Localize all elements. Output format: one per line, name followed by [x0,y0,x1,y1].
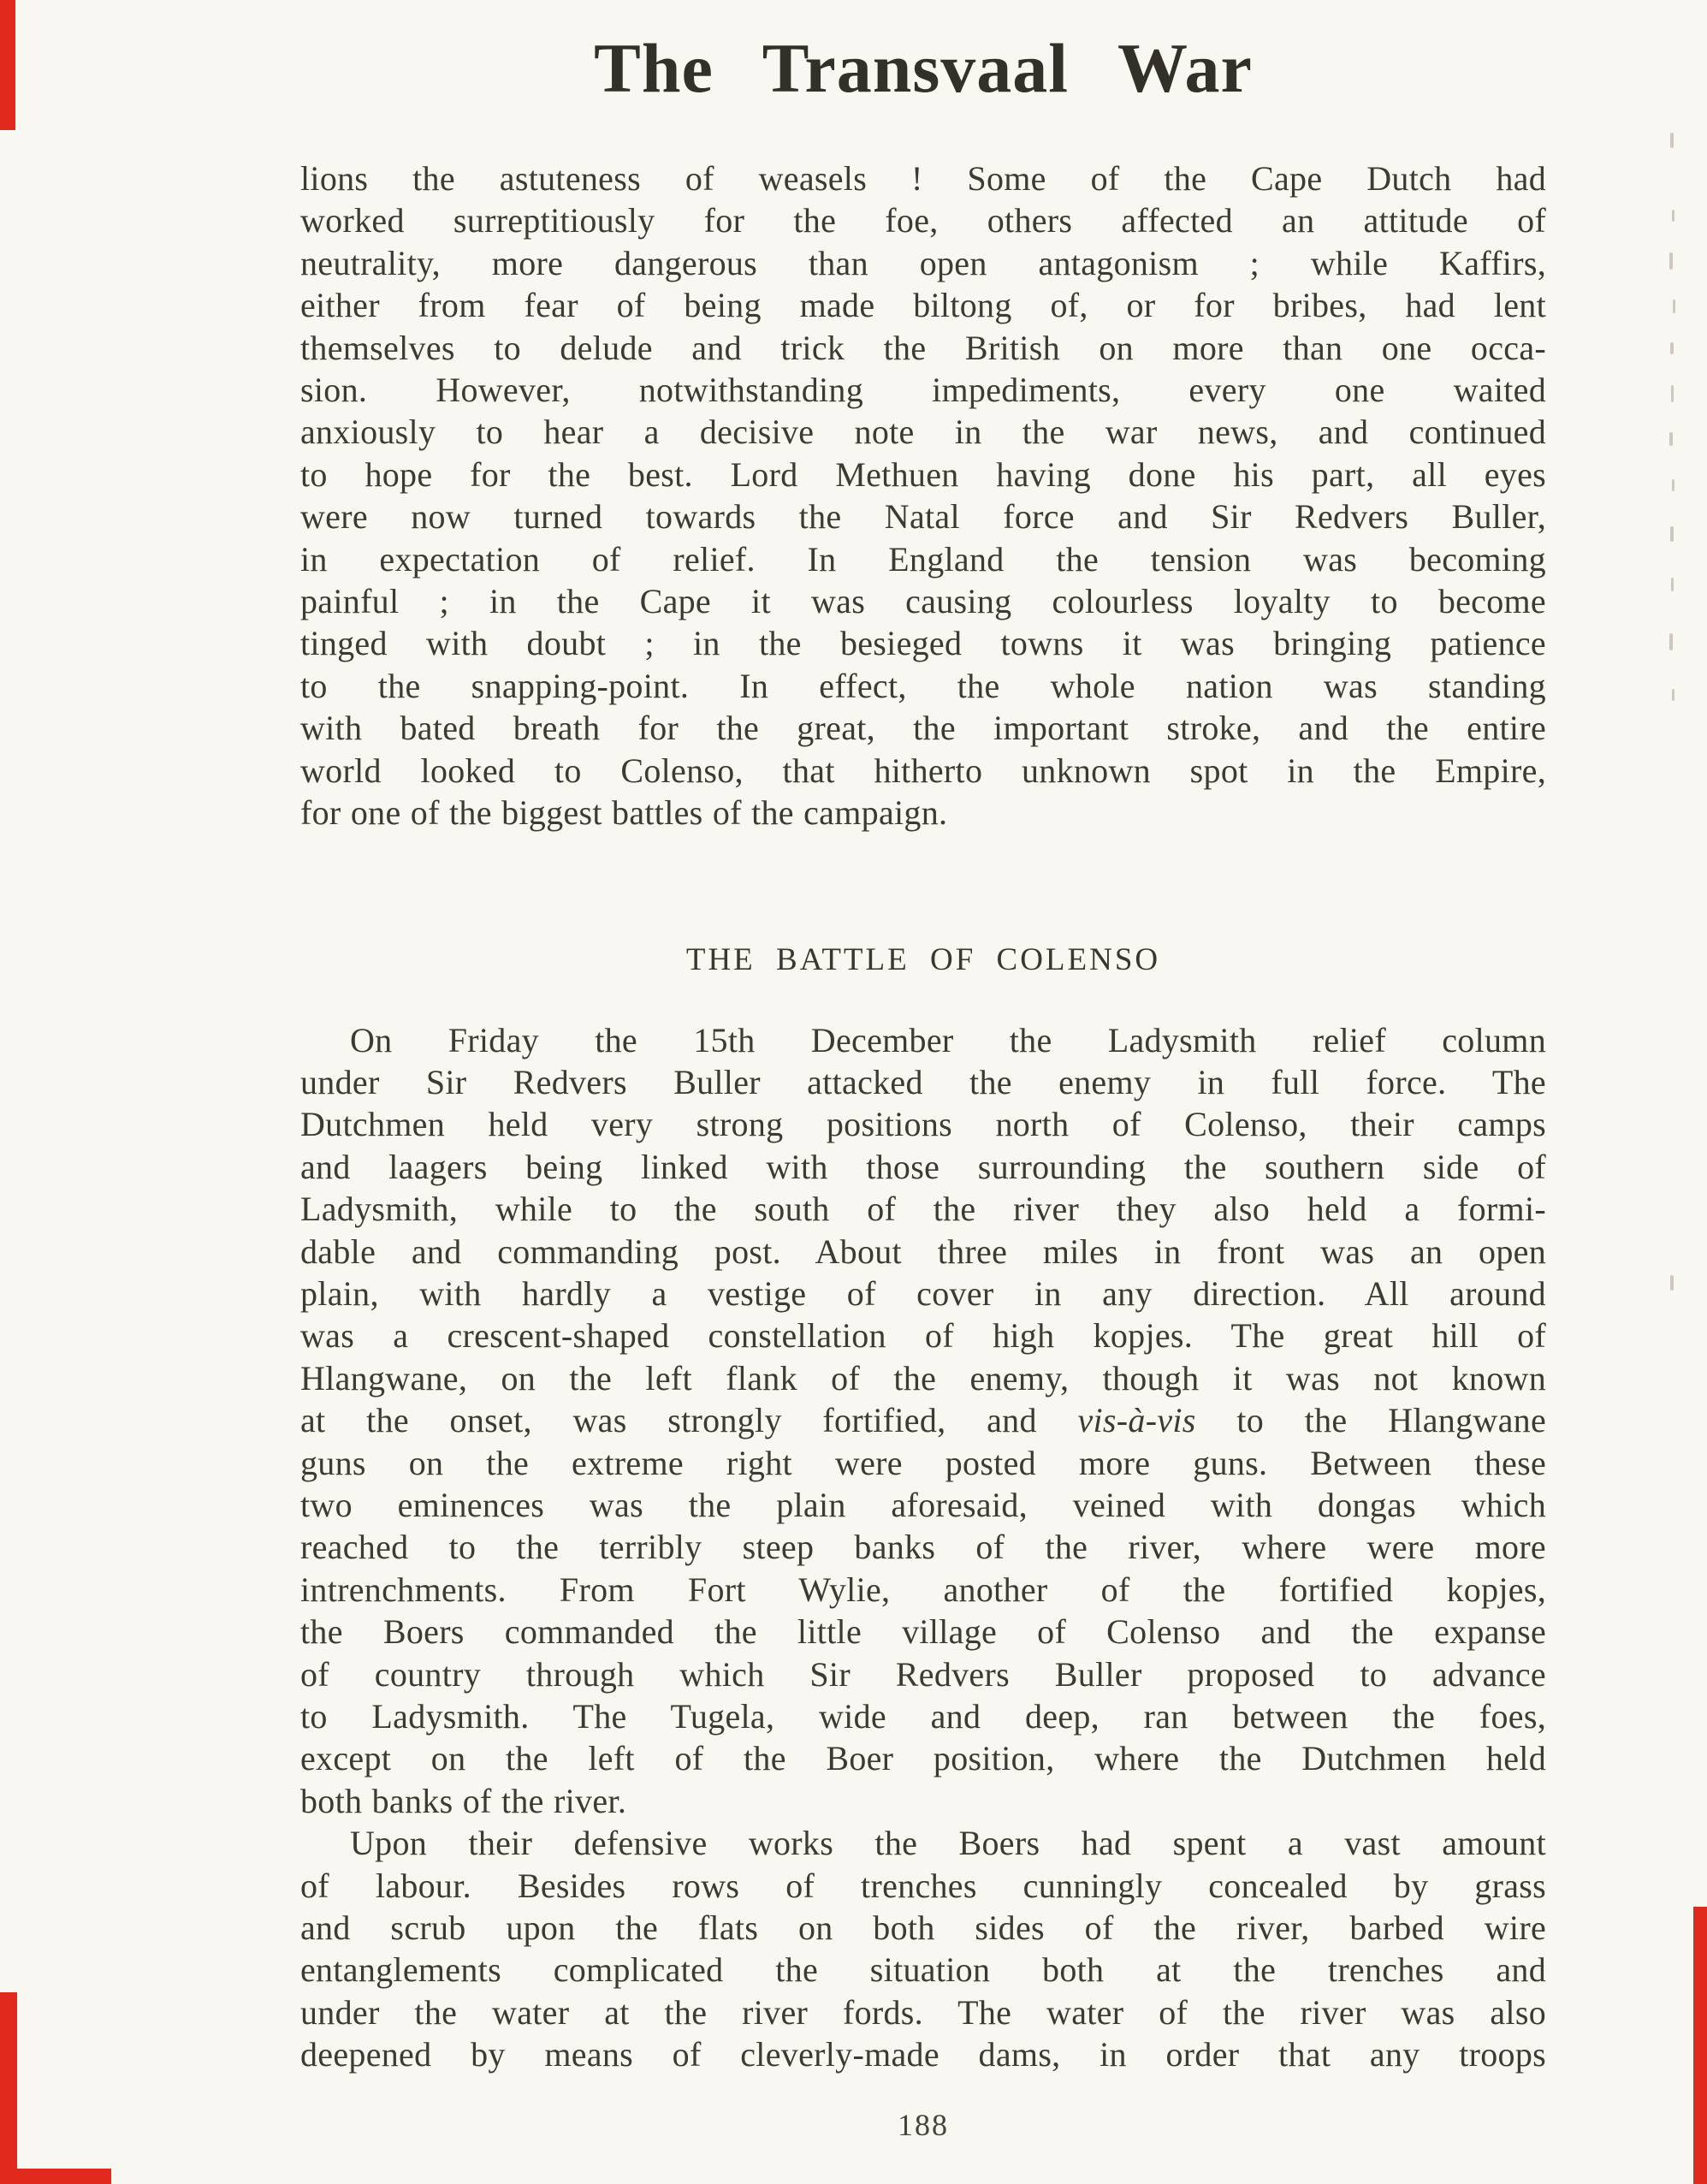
text-line: world looked to Colenso, that hitherto unknown spot in the Empire, [300,751,1546,790]
scan-artifact-red-bottom-edge [0,2169,111,2184]
scan-bleed-mark [1672,689,1674,701]
text-line: of labour. Besides rows of trenches cunningly concealed by grass [300,1866,1546,1905]
scan-artifact-red-top-left [0,0,15,130]
text-line: and laagers being linked with those surrounding the southern side of [300,1147,1546,1186]
text-line: reached to the terribly steep banks of the river, where were more [300,1528,1546,1567]
text-block [300,0,1546,2143]
text-line: anxiously to hear a decisive note in the war news, and continued [300,412,1546,452]
text-line: was a crescent-shaped constellation of high kopjes. The great hill of [300,1316,1546,1356]
text-line: Upon their defensive works the Boers had spent a vast amount [350,1824,1546,1863]
text-line: to Ladysmith. The Tugela, wide and deep, ran between the foes, [300,1697,1546,1736]
text-line: entanglements complicated the situation both at the trenches and [300,1950,1546,1990]
text-line: under Sir Redvers Buller attacked the enemy in full force. The [300,1062,1546,1101]
text-line: in expectation of relief. In England the tension was becoming [300,539,1546,579]
text-line: two eminences was the plain aforesaid, veined with dongas which [300,1485,1546,1524]
text-line: were now turned towards the Natal force and Sir Redvers Buller, [300,497,1546,537]
body-paragraph [300,1019,1546,1823]
scan-bleed-mark [1669,633,1673,650]
scan-bleed-mark [1670,1275,1674,1291]
text-line: either from fear of being made biltong of, or for bribes, had lent [300,286,1546,325]
scan-artifact-red-bottom-left [0,1992,17,2184]
text-line: lions the astuteness of weasels ! Some of the Cape Dutch had [300,159,1546,198]
text-line: and scrub upon the flats on both sides of the river, barbed wire [300,1908,1546,1948]
scan-bleed-mark [1670,526,1674,542]
page-title: The Transvaal War [594,29,1253,107]
scan-bleed-mark [1673,300,1675,313]
scan-bleed-mark [1671,385,1674,402]
scan-bleed-mark [1670,133,1674,148]
text-line: at the onset, was strongly fortified, and vis-à-vis to the Hlangwane [300,1401,1546,1440]
text-line: Hlangwane, on the left flank of the enemy, though it was not known [300,1358,1546,1398]
scan-bleed-mark [1669,432,1673,446]
scan-bleed-mark [1670,342,1674,354]
scan-bleed-mark [1672,479,1674,491]
text-line: neutrality, more dangerous than open antagonism ; while Kaffirs, [300,243,1546,282]
section-heading: THE BATTLE OF COLENSO [685,941,1161,977]
text-line: tinged with doubt ; in the besieged towns it was bringing patience [300,624,1546,663]
text-line: for one of the biggest battles of the campaign. [300,793,948,833]
text-line: guns on the extreme right were posted more guns. Between these [300,1443,1546,1482]
scan-artifact-red-bottom-right [1693,1907,1707,2184]
text-line: under the water at the river fords. The water of the river was also [300,1992,1546,2032]
text-line: of country through which Sir Redvers Buller proposed to advance [300,1654,1546,1694]
body-paragraph [300,157,1546,834]
scan-bleed-mark [1672,210,1674,222]
text-line: the Boers commanded the little village of Colenso and the expanse [300,1612,1546,1652]
text-line: sion. However, notwithstanding impediments, every one waited [300,371,1546,410]
text-line: to the snapping-point. In effect, the whole nation was standing [300,666,1546,705]
text-line: Dutchmen held very strong positions north of Colenso, their camps [300,1105,1546,1144]
text-line: worked surreptitiously for the foe, others affected an attitude of [300,201,1546,240]
text-line: painful ; in the Cape it was causing colourless loyalty to become [300,582,1546,621]
text-line: deepened by means of cleverly-made dams, in order that any troops [300,2035,1546,2074]
text-line: Ladysmith, while to the south of the river they also held a formi- [300,1190,1546,1229]
scan-bleed-mark [1671,578,1674,591]
text-line: with bated breath for the great, the important stroke, and the entire [300,709,1546,748]
text-line: except on the left of the Boer position, where the Dutchmen held [300,1739,1546,1778]
text-line: plain, with hardly a vestige of cover in any direction. All around [300,1273,1546,1313]
scan-bleed-mark [1669,252,1673,270]
text-line: both banks of the river. [300,1781,627,1820]
page-number: 188 [898,2107,949,2142]
text-line: themselves to delude and trick the British on more than one occa- [300,328,1546,367]
text-line: intrenchments. From Fort Wylie, another of the fortified kopjes, [300,1570,1546,1609]
body-paragraph [300,1822,1546,2075]
text-line: to hope for the best. Lord Methuen having done his part, all eyes [300,454,1546,494]
text-line: On Friday the 15th December the Ladysmith relief column [350,1020,1546,1059]
text-line: dable and commanding post. About three miles in front was an open [300,1231,1546,1271]
